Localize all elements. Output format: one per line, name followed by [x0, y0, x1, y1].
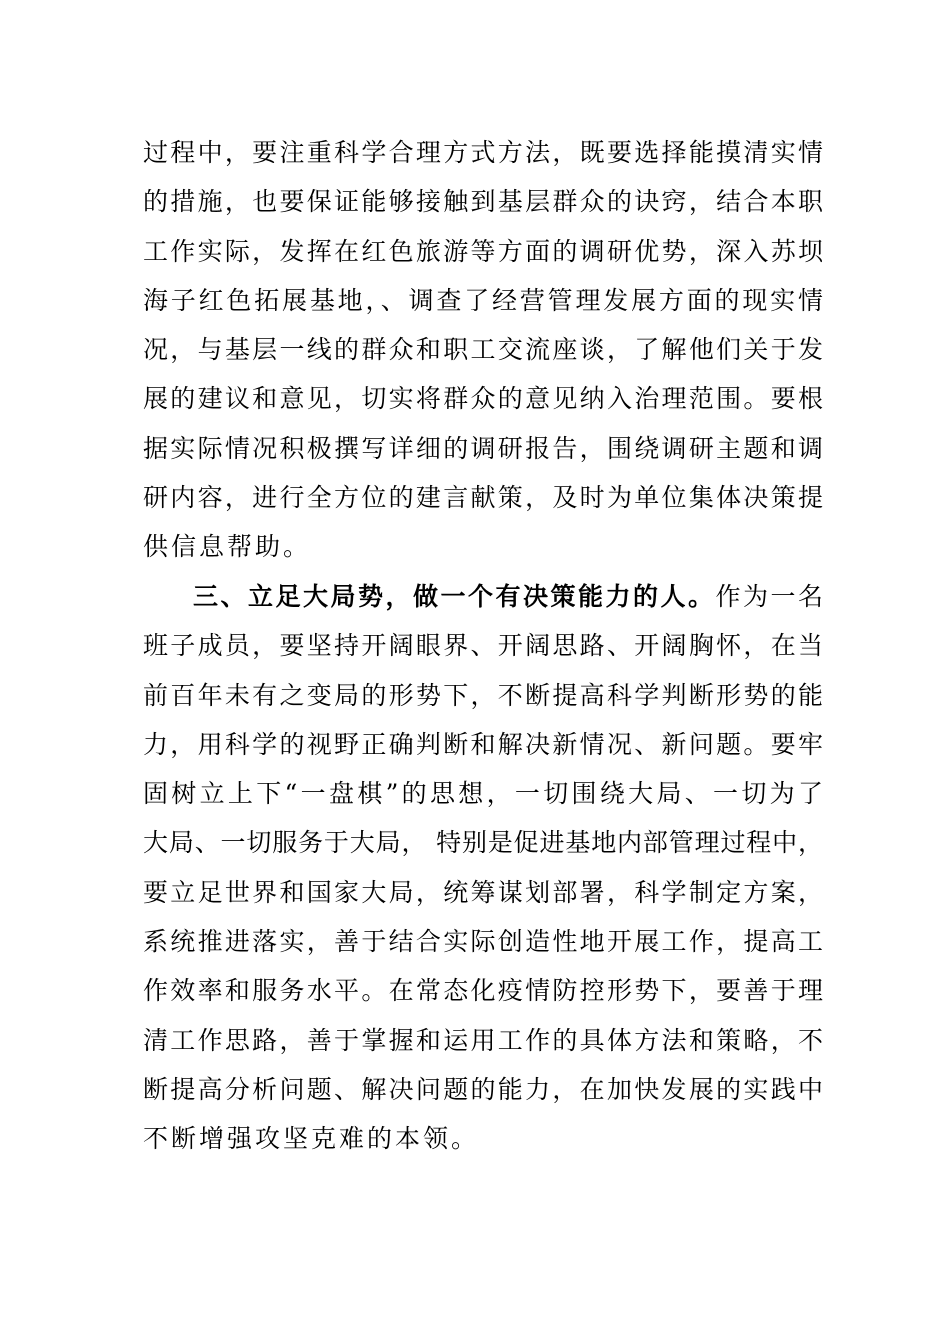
text-line: 研内容，进行全方位的建言献策，及时为单位集体决策提 — [143, 483, 823, 513]
text-line: 况，与基层一线的群众和职工交流座谈，了解他们关于发 — [143, 335, 823, 365]
text-line: 固树立上下“一盘棋”的思想，一切围绕大局、一切为了 — [143, 779, 823, 809]
paragraph-first-line — [143, 572, 823, 621]
text-line: 作效率和服务水平。在常态化疫情防控形势下，要善于理 — [143, 976, 823, 1006]
text-line: 展的建议和意见，切实将群众的意见纳入治理范围。要根 — [143, 384, 823, 414]
text-line: 系统推进落实，善于结合实际创造性地开展工作，提高工 — [143, 927, 823, 957]
text-line: 要立足世界和国家大局，统筹谋划部署，科学制定方案， — [143, 877, 823, 907]
text-line: 断提高分析问题、解决问题的能力，在加快发展的实践中 — [143, 1074, 823, 1104]
text-line: 班子成员，要坚持开阔眼界、开阔思路、开阔胸怀，在当 — [143, 631, 823, 661]
text-line: 过程中，要注重科学合理方式方法，既要选择能摸清实情 — [143, 138, 823, 167]
text-line: 前百年未有之变局的形势下，不断提高科学判断形势的能 — [143, 680, 823, 710]
text-line: 的措施，也要保证能够接触到基层群众的诀窍，结合本职 — [143, 187, 823, 217]
paragraph-decision-making — [143, 572, 823, 1164]
heading-continuation: 作为一名 — [715, 582, 823, 611]
paragraph-research — [143, 128, 823, 572]
text-line: 大局、一切服务于大局， 特别是促进基地内部管理过程中， — [143, 828, 823, 858]
text-line: 据实际情况积极撰写详细的调研报告，围绕调研主题和调 — [143, 433, 823, 463]
text-line: 供信息帮助。 — [143, 532, 312, 562]
text-line: 清工作思路，善于掌握和运用工作的具体方法和策略，不 — [143, 1025, 823, 1055]
text-line: 海子红色拓展基地，、调查了经营管理发展方面的现实情 — [143, 285, 823, 315]
text-line: 工作实际，发挥在红色旅游等方面的调研优势，深入苏坝 — [143, 236, 823, 266]
section-heading: 三、立足大局势，做一个有决策能力的人。 — [193, 582, 716, 611]
text-line: 力，用科学的视野正确判断和解决新情况、新问题。要牢 — [143, 729, 823, 759]
text-line: 不断增强攻坚克难的本领。 — [143, 1124, 480, 1154]
